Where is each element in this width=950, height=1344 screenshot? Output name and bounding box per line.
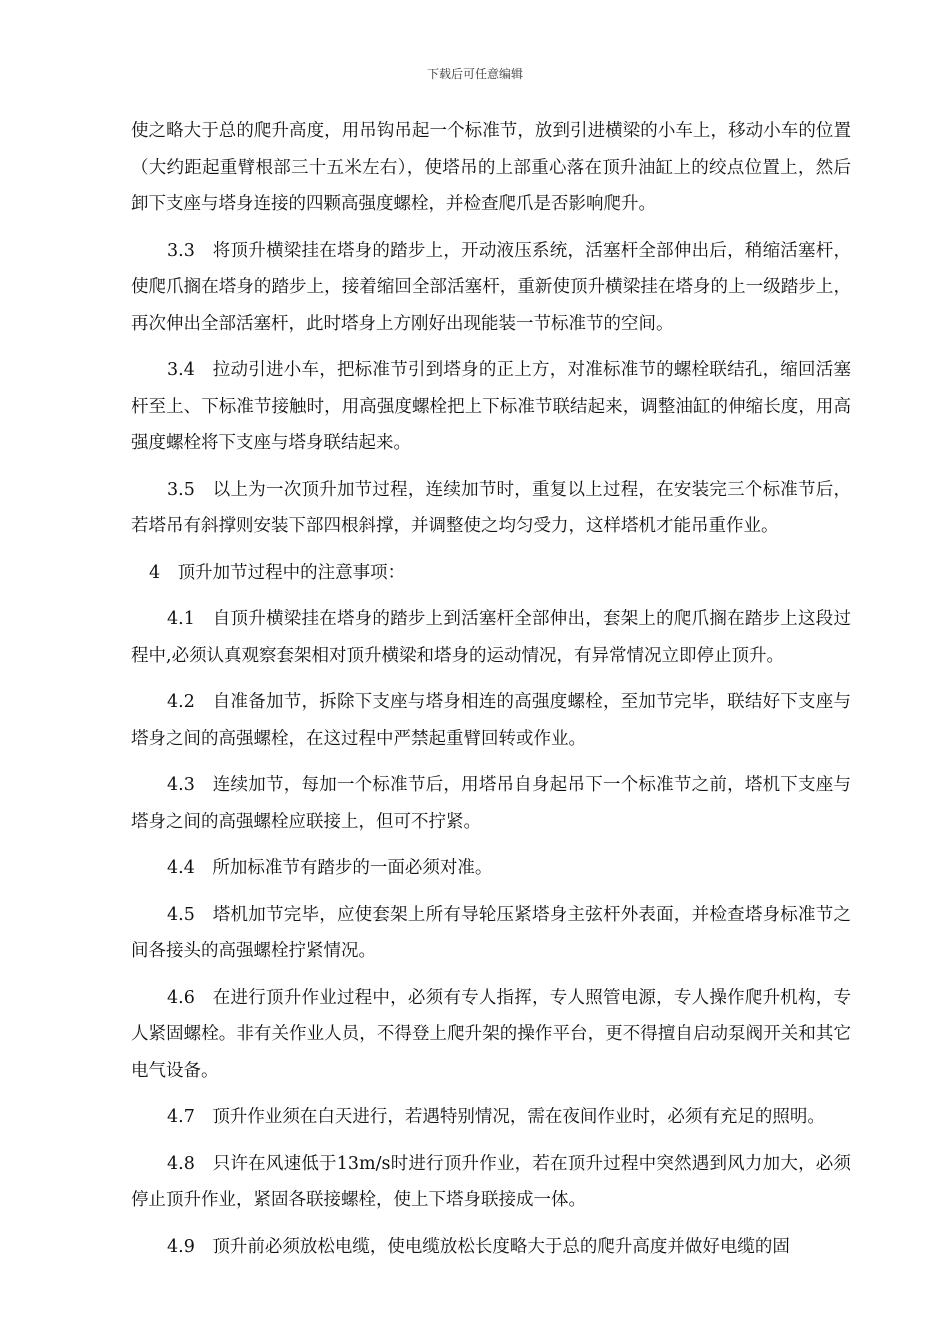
paragraph-4-7: 4.7 顶升作业须在白天进行，若遇特别情况，需在夜间作业时，必须有充足的照明。 bbox=[167, 1107, 825, 1127]
document-body bbox=[131, 113, 851, 1275]
paragraph-4-8: 4.8 只许在风速低于13m/s时进行顶升作业，若在顶升过程中突然遇到风力加大，必须停止顶升作业，紧固各联接螺栓，使上下塔身联接成一体。 bbox=[131, 1153, 851, 1210]
paragraph-3-5: 3.5 以上为一次顶升加节过程，连续加节时，重复以上过程，在安装完三个标准节后，若塔吊有斜撑则安装下部四根斜撑，并调整使之均匀受力，这样塔机才能吊重作业。 bbox=[131, 479, 851, 536]
section-heading-4: 4 顶升加节过程中的注意事项： bbox=[149, 562, 406, 583]
paragraph-4-9: 4.9 顶升前必须放松电缆，使电缆放松长度略大于总的爬升高度并做好电缆的固 bbox=[167, 1236, 790, 1257]
paragraph-4-3: 4.3 连续加节，每加一个标准节后，用塔吊自身起吊下一个标准节之前，塔机下支座与塔身之间的高强螺栓应联接上，但可不拧紧。 bbox=[131, 775, 851, 832]
paragraph-4-2: 4.2 自准备加节，拆除下支座与塔身相连的高强度螺栓，至加节完毕，联结好下支座与塔身之间的高强螺栓，在这过程中严禁起重臂回转或作业。 bbox=[131, 692, 851, 749]
paragraph-3-4: 3.4 拉动引进小车，把标准节引到塔身的正上方，对准标准节的螺栓联结孔，缩回活塞杆至上、下标准节接触时，用高强度螺栓把上下标准节联结起来，调整油缸的伸缩长度，用高强度螺栓将下支座与塔身联结起来。 bbox=[131, 360, 851, 453]
paragraph-4-4: 4.4 所加标准节有踏步的一面必须对准。 bbox=[167, 858, 493, 878]
paragraph-3-3: 3.3 将顶升横梁挂在塔身的踏步上，开动液压系统，活塞杆全部伸出后，稍缩活塞杆，使爬爪搁在塔身的踏步上，接着缩回全部活塞杆，重新使顶升横梁挂在塔身的上一级踏步上，再次伸出全部活塞杆，此时塔身上方刚好出现能装一节标准节的空间。 bbox=[131, 240, 851, 334]
page-header: 下载后可任意编辑 bbox=[426, 67, 523, 81]
paragraph-4-1: 4.1 自顶升横梁挂在塔身的踏步上到活塞杆全部伸出，套架上的爬爪搁在踏步上这段过程中,必须认真观察套架相对顶升横梁和塔身的运动情况，有异常情况立即停止顶升。 bbox=[131, 609, 851, 666]
paragraph-continuation: 使之略大于总的爬升高度，用吊钩吊起一个标准节，放到引进横梁的小车上，移动小车的位置（大约距起重臂根部三十五米左右），使塔吊的上部重心落在顶升油缸上的绞点位置上，然后卸下支座与塔身连接的四颗高强度螺栓，并检查爬爪是否影响爬升。 bbox=[131, 121, 851, 214]
paragraph-4-6: 4.6 在进行顶升作业过程中，必须有专人指挥，专人照管电源，专人操作爬升机构，专人紧固螺栓。非有关作业人员，不得登上爬升架的操作平台，更不得擅自启动泵阀开关和其它电气设备。 bbox=[131, 987, 851, 1081]
paragraph-4-5: 4.5 塔机加节完毕，应使套架上所有导轮压紧塔身主弦杆外表面，并检查塔身标准节之间各接头的高强螺栓拧紧情况。 bbox=[131, 904, 851, 961]
